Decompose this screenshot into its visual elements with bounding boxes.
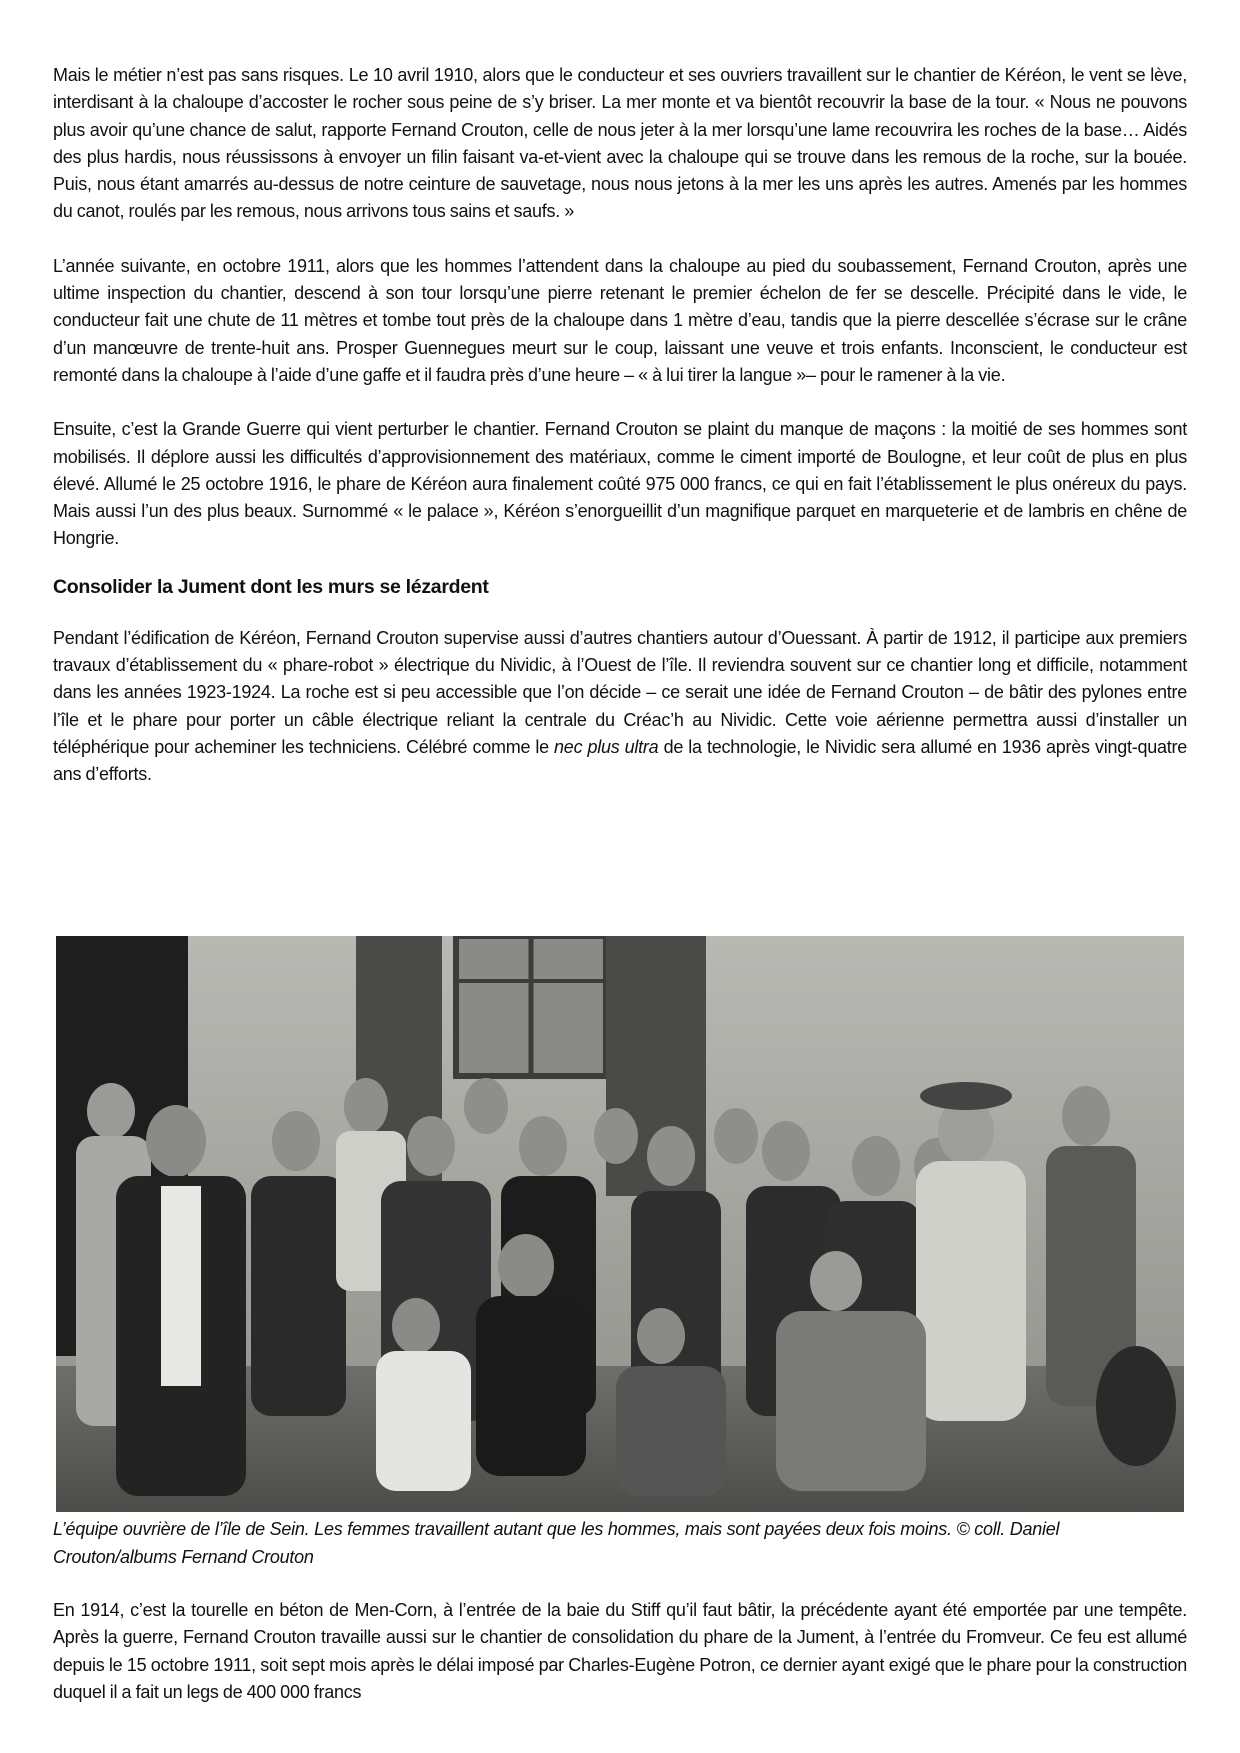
paragraph-nividic <box>53 625 1187 789</box>
document-body <box>53 62 1187 789</box>
italic-phrase: nec plus ultra <box>554 736 659 757</box>
paragraph-nividic-part2: de la technologie, le Nividic sera allumé en 1936 après vingt-quatre ans d’efforts. <box>53 736 1187 785</box>
paragraph-nividic-part1: Pendant l’édification de Kéréon, Fernand Crouton supervise aussi d’autres chantiers autour d’Ouessant. À partir de 1912, il participe aux premiers travaux d’établissement du « phare-robot » électrique du Nividic, à l’Ouest de l’île. Il reviendra souvent sur ce chantier long et difficile, notamment dans les années 1923-1924. La roche est si peu accessible que l’on décide – ce serait une idée de Fernand Crouton – de bâtir des pylones entre l’île et le phare pour porter un câble électrique reliant la centrale du Créac’h au Nividic. Cette voie aérienne permettra aussi d’installer un téléphérique pour acheminer les techniciens. Célébré comme le <box>53 627 1187 757</box>
section-heading: Consolider la Jument dont les murs se lézardent <box>53 575 489 598</box>
document-body-continued <box>53 1597 1187 1706</box>
paragraph-men-corn: En 1914, c’est la tourelle en béton de Men-Corn, à l’entrée de la baie du Stiff qu’il faut bâtir, la précédente ayant été emportée par une tempête. Après la guerre, Fernand Crouton travaille aussi sur le chantier de consolidation du phare de la Jument, à l’entrée du Fromveur. Ce feu est allumé depuis le 15 octobre 1911, soit sept mois après le délai imposé par Charles-Eugène Potron, ce dernier ayant exigé que le phare pour la construction duquel il a fait un legs de 400 000 francs <box>53 1600 1187 1702</box>
group-photo <box>56 936 1184 1512</box>
group-photo-illustration <box>56 936 1184 1512</box>
paragraph-rescue: Mais le métier n’est pas sans risques. Le 10 avril 1910, alors que le conducteur et ses ouvriers travaillent sur le chantier de Kéréon, le vent se lève, interdisant à la chaloupe d’accoster le rocher sous peine de s’y briser. La mer monte et va bientôt recouvrir la base de la tour. « Nous ne pouvons plus avoir qu’une chance de salut, rapporte Fernand Crouton, celle de nous jeter à la mer lorsqu’une lame recouvrira les roches de la base… Aidés des plus hardis, nous réussissons à envoyer un filin faisant va-et-vient avec la chaloupe qui se trouve dans les remous de la roche, sur la bouée. Puis, nous étant amarrés au-dessus de notre ceinture de sauvetage, nous nous jetons à la mer les uns après les autres. Amenés par les hommes du canot, roulés par les remous, nous arrivons tous sains et saufs. » <box>53 65 1187 222</box>
photo-caption: L’équipe ouvrière de l’île de Sein. Les femmes travaillent autant que les hommes, mais sont payées deux fois moins. © coll. Daniel Crouton/albums Fernand Crouton <box>53 1519 1060 1567</box>
paragraph-accident: L’année suivante, en octobre 1911, alors que les hommes l’attendent dans la chaloupe au pied du soubassement, Fernand Crouton, après une ultime inspection du chantier, descend à son tour lorsqu’une pierre retenant le premier échelon de fer se descelle. Précipité dans le vide, le conducteur fait une chute de 11 mètres et tombe tout près de la chaloupe dans 1 mètre d’eau, tandis que la pierre descellée s’écrase sur le crâne d’un manœuvre de trente-huit ans. Prosper Guennegues meurt sur le coup, laissant une veuve et trois enfants. Inconscient, le conducteur est remonté dans la chaloupe à l’aide d’une gaffe et il faudra près d’une heure – « à lui tirer la langue »– pour le ramener à la vie. <box>53 255 1187 385</box>
paragraph-war: Ensuite, c’est la Grande Guerre qui vient perturber le chantier. Fernand Crouton se plaint du manque de maçons : la moitié de ses hommes sont mobilisés. Il déplore aussi les difficultés d’approvisionnement des matériaux, comme le ciment importé de Boulogne, et leur coût de plus en plus élevé. Allumé le 25 octobre 1916, le phare de Kéréon aura finalement coûté 975 000 francs, ce qui en fait l’établissement le plus onéreux du pays. Mais aussi l’un des plus beaux. Surnommé « le palace », Kéréon s’enorgueillit d’un magnifique parquet en marqueterie et de lambris en chêne de Hongrie. <box>53 419 1187 549</box>
